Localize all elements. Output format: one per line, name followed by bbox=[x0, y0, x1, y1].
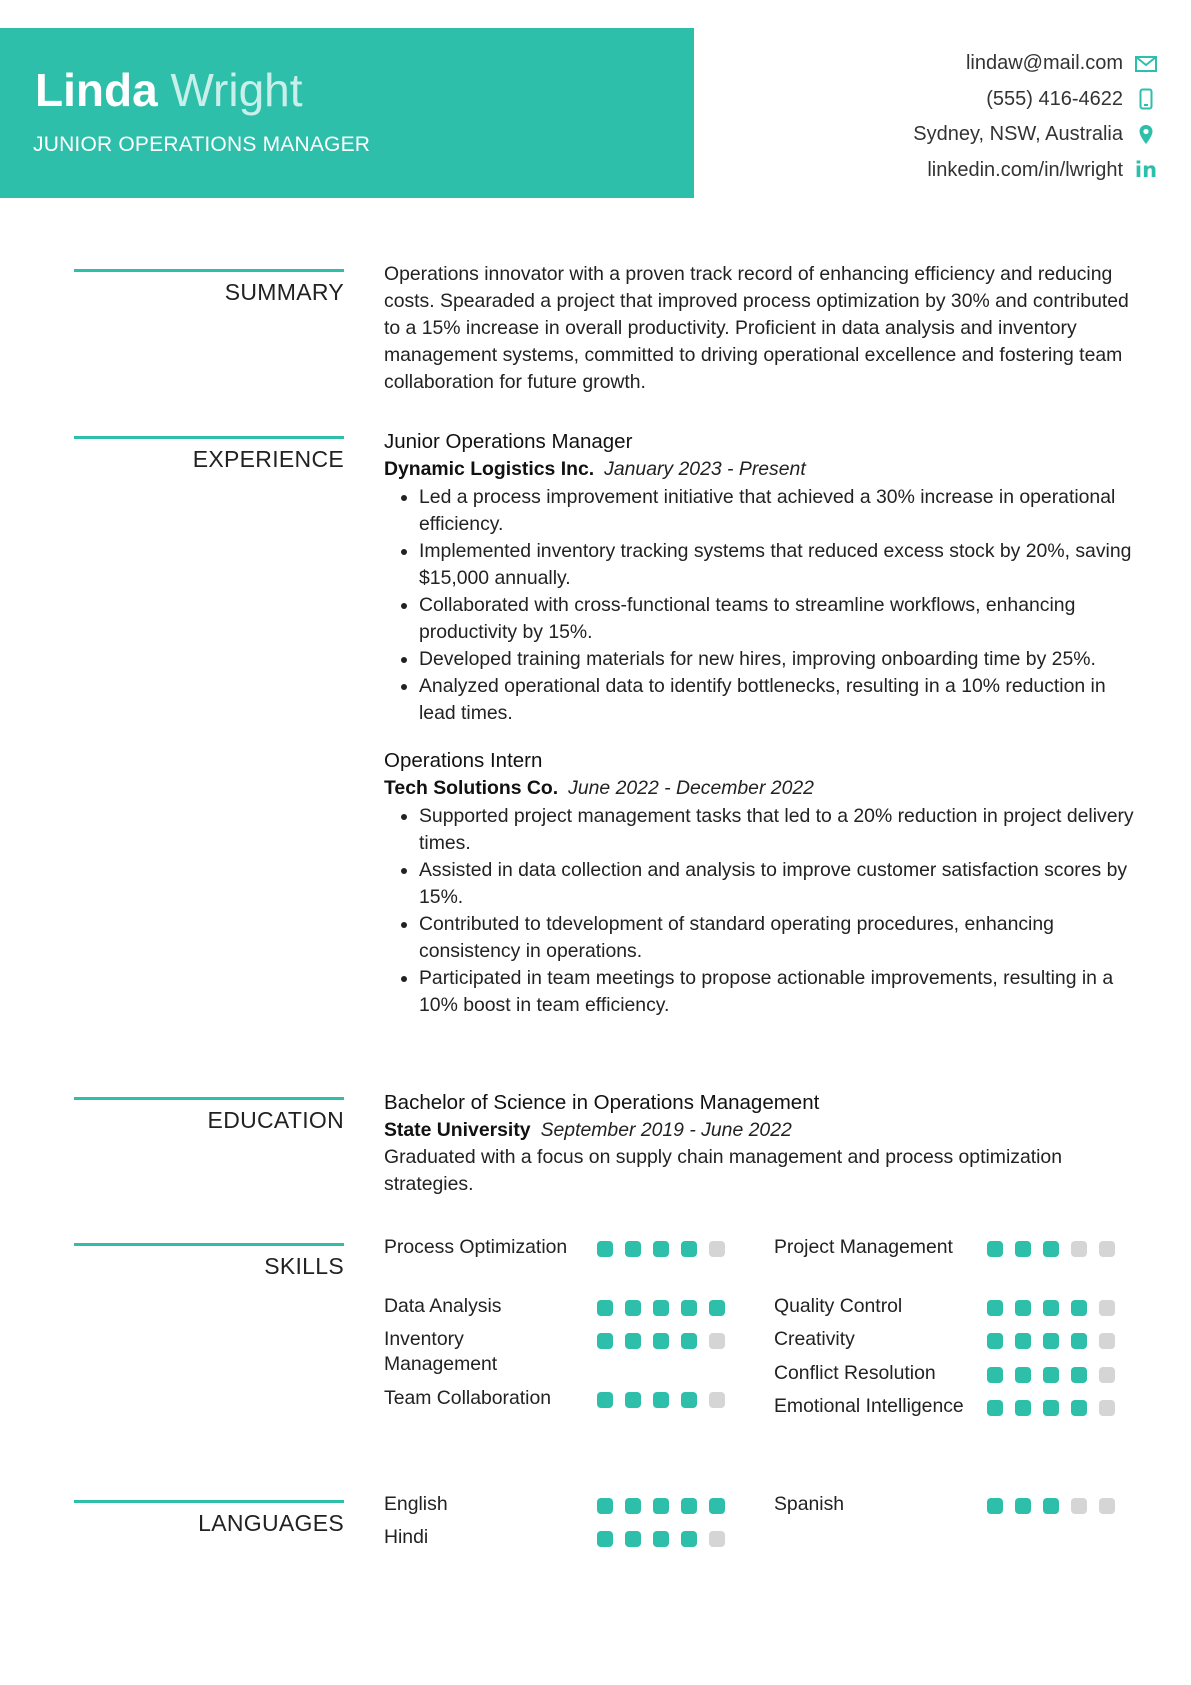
skill-item bbox=[774, 1361, 1114, 1386]
rating-dot-filled bbox=[1071, 1367, 1087, 1383]
skill-name: Conflict Resolution bbox=[774, 1362, 936, 1384]
job-dates: January 2023 - Present bbox=[604, 458, 806, 480]
rating-dot-filled bbox=[1043, 1400, 1059, 1416]
rating-dot-empty bbox=[1099, 1498, 1115, 1514]
rating-dot-filled bbox=[681, 1531, 697, 1547]
education-entry bbox=[384, 1089, 1144, 1198]
rating-dot-filled bbox=[1015, 1300, 1031, 1316]
job-company: Dynamic Logistics Inc. bbox=[384, 458, 595, 480]
rating-dot-filled bbox=[987, 1367, 1003, 1383]
rating-dot-filled bbox=[987, 1300, 1003, 1316]
first-name: Linda bbox=[35, 64, 158, 116]
skills-divider bbox=[74, 1243, 344, 1246]
school: State University bbox=[384, 1119, 531, 1141]
skill-name: Inventory Management bbox=[384, 1328, 498, 1375]
contact-phone[interactable] bbox=[913, 82, 1159, 118]
skill-name: Quality Control bbox=[774, 1295, 903, 1317]
rating-dot-filled bbox=[1015, 1333, 1031, 1349]
experience-divider bbox=[74, 436, 344, 439]
job-bullet: • Analyzed operational data to identify bottlenecks, resulting in a 10% reduction in lead times. bbox=[419, 673, 1144, 727]
rating-dot-filled bbox=[1015, 1400, 1031, 1416]
skill-item bbox=[384, 1386, 724, 1411]
contact-linkedin[interactable] bbox=[913, 153, 1159, 189]
skill-rating bbox=[987, 1241, 1127, 1257]
rating-dot-filled bbox=[1071, 1333, 1087, 1349]
summary-text: Operations innovator with a proven track record of enhancing efficiency and reducing costs. Spearaded a project that improved process optimization by 30% and contributed to a 15% increase in overall productivity. Proficient in data analysis and inventory management systems, committed to driving operational excellence and fostering team collaboration for future growth. bbox=[384, 263, 1129, 393]
skill-item bbox=[774, 1394, 1114, 1419]
rating-dot-filled bbox=[987, 1333, 1003, 1349]
rating-dot-filled bbox=[1071, 1300, 1087, 1316]
education-heading: EDUCATION bbox=[207, 1107, 344, 1133]
skill-name: Team Collaboration bbox=[384, 1387, 552, 1409]
rating-dot-filled bbox=[709, 1300, 725, 1316]
contact-email[interactable] bbox=[913, 46, 1159, 82]
map-pin-icon bbox=[1133, 124, 1159, 146]
skill-name: Data Analysis bbox=[384, 1295, 502, 1317]
language-name: English bbox=[384, 1493, 448, 1515]
rating-dot-filled bbox=[1043, 1333, 1059, 1349]
job-bullet: • Contributed to tdevelopment of standard operating procedures, enhancing consistency in operations. bbox=[419, 911, 1144, 965]
job-dates: June 2022 - December 2022 bbox=[568, 777, 814, 799]
job-bullet: • Implemented inventory tracking systems that reduced excess stock by 20%, saving $15,000 annually. bbox=[419, 538, 1144, 592]
rating-dot-empty bbox=[1071, 1241, 1087, 1257]
rating-dot-filled bbox=[597, 1392, 613, 1408]
skills-heading: SKILLS bbox=[264, 1253, 344, 1279]
languages-heading: LANGUAGES bbox=[198, 1510, 344, 1536]
skill-item bbox=[384, 1327, 724, 1377]
rating-dot-filled bbox=[1015, 1498, 1031, 1514]
skill-rating bbox=[987, 1333, 1127, 1349]
job-company-line bbox=[384, 775, 1144, 802]
rating-dot-filled bbox=[625, 1333, 641, 1349]
email-icon bbox=[1133, 56, 1159, 72]
degree: Bachelor of Science in Operations Management bbox=[384, 1091, 820, 1114]
rating-dot-empty bbox=[709, 1531, 725, 1547]
rating-dot-empty bbox=[1071, 1498, 1087, 1514]
rating-dot-filled bbox=[653, 1241, 669, 1257]
skill-item bbox=[384, 1294, 724, 1319]
job-bullet: • Supported project management tasks that led to a 20% reduction in project delivery times. bbox=[419, 803, 1144, 857]
rating-dot-filled bbox=[597, 1498, 613, 1514]
language-rating bbox=[987, 1498, 1127, 1514]
rating-dot-filled bbox=[681, 1392, 697, 1408]
language-item bbox=[384, 1525, 724, 1550]
rating-dot-filled bbox=[1043, 1367, 1059, 1383]
skill-name: Emotional Intelligence bbox=[774, 1395, 964, 1417]
email-text[interactable]: lindaw@mail.com bbox=[965, 52, 1123, 75]
job-bullet: • Participated in team meetings to propose actionable improvements, resulting in a 10% boost in team efficiency. bbox=[419, 965, 1144, 1019]
skill-item bbox=[774, 1235, 1114, 1260]
rating-dot-filled bbox=[625, 1531, 641, 1547]
languages-divider bbox=[74, 1500, 344, 1503]
language-rating bbox=[597, 1498, 737, 1514]
skill-name: Creativity bbox=[774, 1328, 855, 1350]
job-bullet: • Led a process improvement initiative that achieved a 30% increase in operational efficiency. bbox=[419, 484, 1144, 538]
job-company-line bbox=[384, 456, 1144, 483]
school-line bbox=[384, 1117, 1144, 1144]
education-description: Graduated with a focus on supply chain management and process optimization strategies. bbox=[384, 1146, 1062, 1195]
language-name: Spanish bbox=[774, 1493, 845, 1515]
candidate-name bbox=[35, 63, 303, 117]
contact-location bbox=[913, 117, 1159, 153]
job-bullet: • Developed training materials for new hires, improving onboarding time by 25%. bbox=[419, 646, 1144, 673]
skill-name: Project Management bbox=[774, 1236, 953, 1258]
experience-list bbox=[384, 428, 1144, 1019]
summary-divider bbox=[74, 269, 344, 272]
contact-info bbox=[913, 46, 1159, 188]
linkedin-text[interactable]: linkedin.com/in/lwright bbox=[927, 158, 1123, 181]
language-rating bbox=[597, 1531, 737, 1547]
phone-text[interactable]: (555) 416-4622 bbox=[986, 87, 1123, 110]
rating-dot-filled bbox=[1043, 1241, 1059, 1257]
rating-dot-empty bbox=[1099, 1333, 1115, 1349]
rating-dot-filled bbox=[987, 1498, 1003, 1514]
rating-dot-filled bbox=[653, 1300, 669, 1316]
skill-rating bbox=[987, 1367, 1127, 1383]
skill-rating bbox=[597, 1300, 737, 1316]
mobile-phone-icon bbox=[1133, 88, 1159, 110]
rating-dot-filled bbox=[681, 1300, 697, 1316]
rating-dot-filled bbox=[1071, 1400, 1087, 1416]
skill-item bbox=[384, 1235, 724, 1260]
rating-dot-filled bbox=[681, 1333, 697, 1349]
rating-dot-filled bbox=[987, 1241, 1003, 1257]
rating-dot-empty bbox=[1099, 1300, 1115, 1316]
rating-dot-filled bbox=[625, 1392, 641, 1408]
rating-dot-empty bbox=[709, 1333, 725, 1349]
skill-rating bbox=[597, 1333, 737, 1349]
language-item bbox=[774, 1492, 1114, 1517]
job-company: Tech Solutions Co. bbox=[384, 777, 559, 799]
rating-dot-filled bbox=[653, 1498, 669, 1514]
job-entry bbox=[384, 428, 1144, 727]
skill-name: Process Optimization bbox=[384, 1236, 568, 1258]
language-item bbox=[384, 1492, 724, 1517]
rating-dot-empty bbox=[709, 1241, 725, 1257]
rating-dot-filled bbox=[1043, 1300, 1059, 1316]
rating-dot-filled bbox=[681, 1241, 697, 1257]
skill-item bbox=[774, 1294, 1114, 1319]
education-divider bbox=[74, 1097, 344, 1100]
last-name: Wright bbox=[170, 64, 303, 116]
education-dates: September 2019 - June 2022 bbox=[540, 1119, 792, 1141]
rating-dot-filled bbox=[709, 1498, 725, 1514]
rating-dot-filled bbox=[1015, 1241, 1031, 1257]
rating-dot-empty bbox=[1099, 1367, 1115, 1383]
skill-item bbox=[774, 1327, 1114, 1352]
job-title: JUNIOR OPERATIONS MANAGER bbox=[33, 133, 371, 156]
experience-heading: EXPERIENCE bbox=[192, 446, 344, 472]
language-name: Hindi bbox=[384, 1526, 429, 1548]
rating-dot-filled bbox=[597, 1300, 613, 1316]
rating-dot-filled bbox=[1015, 1367, 1031, 1383]
rating-dot-filled bbox=[653, 1333, 669, 1349]
rating-dot-filled bbox=[597, 1241, 613, 1257]
rating-dot-filled bbox=[987, 1400, 1003, 1416]
rating-dot-filled bbox=[625, 1241, 641, 1257]
linkedin-icon: in bbox=[1134, 158, 1158, 183]
job-bullets bbox=[384, 484, 1144, 727]
rating-dot-filled bbox=[597, 1333, 613, 1349]
rating-dot-empty bbox=[709, 1392, 725, 1408]
rating-dot-filled bbox=[653, 1392, 669, 1408]
skill-rating bbox=[597, 1392, 737, 1408]
rating-dot-filled bbox=[681, 1498, 697, 1514]
rating-dot-filled bbox=[653, 1531, 669, 1547]
job-bullet: • Collaborated with cross-functional teams to streamline workflows, enhancing productivity by 15%. bbox=[419, 592, 1144, 646]
rating-dot-filled bbox=[597, 1531, 613, 1547]
rating-dot-filled bbox=[625, 1300, 641, 1316]
rating-dot-empty bbox=[1099, 1241, 1115, 1257]
location-text: Sydney, NSW, Australia bbox=[913, 123, 1123, 146]
rating-dot-empty bbox=[1099, 1400, 1115, 1416]
job-role: Operations Intern bbox=[384, 749, 543, 772]
skill-rating bbox=[987, 1300, 1127, 1316]
summary-heading: SUMMARY bbox=[224, 279, 344, 305]
skill-rating bbox=[987, 1400, 1127, 1416]
job-bullets bbox=[384, 803, 1144, 1019]
job-bullet: • Assisted in data collection and analysis to improve customer satisfaction scores by 15%. bbox=[419, 857, 1144, 911]
skill-rating bbox=[597, 1241, 737, 1257]
rating-dot-filled bbox=[1043, 1498, 1059, 1514]
job-entry bbox=[384, 747, 1144, 1019]
rating-dot-filled bbox=[625, 1498, 641, 1514]
job-role: Junior Operations Manager bbox=[384, 430, 633, 453]
